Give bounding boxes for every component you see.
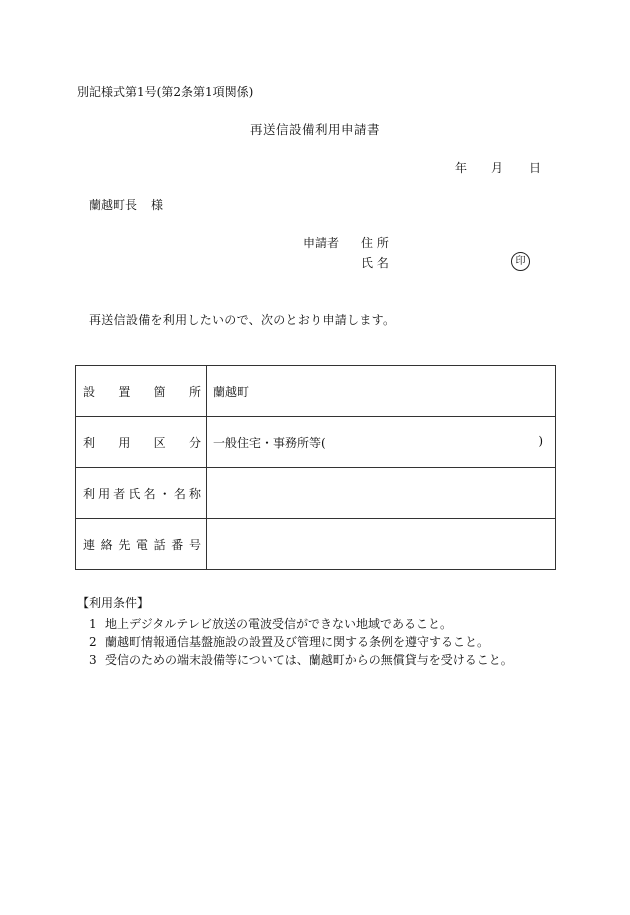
row-label: [76, 417, 207, 468]
condition-text: 受信のための端末設備等については、蘭越町からの無償貸与を受けること。: [105, 653, 513, 667]
label-char: 者: [113, 486, 126, 501]
label-char: 用: [98, 486, 111, 501]
date-day-label: 日: [529, 161, 542, 175]
installation-location-field[interactable]: [207, 366, 556, 417]
date-line: [455, 162, 541, 174]
conditions-title: 【利用条件】: [77, 596, 150, 610]
applicant-name-label: 氏 名: [361, 256, 389, 270]
table-row-usage-category: [76, 417, 556, 468]
label-char: 用: [118, 435, 131, 450]
row-label: [76, 366, 207, 417]
applicant-address-label: 住 所: [361, 236, 389, 250]
condition-number: 1: [89, 617, 97, 631]
label-char: 分: [188, 435, 201, 450]
condition-number: 2: [89, 635, 97, 649]
user-name-field[interactable]: [207, 468, 556, 519]
intro-text: 再送信設備を利用したいので、次のとおり申請します。: [89, 313, 396, 327]
label-char: 名: [143, 486, 156, 501]
label-char: 称: [188, 486, 201, 501]
label-char: 先: [118, 537, 131, 552]
row-label: [76, 468, 207, 519]
label-char: 置: [118, 384, 131, 399]
table-row-installation-location: [76, 366, 556, 417]
condition-number: 3: [89, 653, 97, 667]
table-row-user-name: [76, 468, 556, 519]
contact-phone-field[interactable]: [207, 519, 556, 570]
label-char: 名: [173, 486, 186, 501]
installation-location-value: 蘭越町: [213, 384, 250, 399]
document-title: 再送信設備利用申請書: [249, 122, 380, 137]
usage-category-close-paren: ): [538, 433, 543, 448]
label-char: 話: [153, 537, 166, 552]
condition-item: [89, 618, 452, 630]
label-char: 所: [188, 384, 201, 399]
label-char: ・: [158, 486, 171, 501]
label-char: 電: [135, 537, 148, 552]
label-char: 氏: [128, 486, 141, 501]
addressee-name: 蘭越町長: [89, 198, 138, 212]
label-char: 番: [171, 537, 184, 552]
date-month-label: 月: [491, 161, 504, 175]
label-char: 利: [83, 435, 96, 450]
row-label: [76, 519, 207, 570]
condition-item: [89, 654, 513, 666]
label-char: 箇: [153, 384, 166, 399]
usage-category-field[interactable]: [207, 417, 556, 468]
applicant-label: 申請者: [303, 236, 340, 250]
addressee-honorific: 様: [151, 198, 164, 212]
form-number: 別記様式第1号(第2条第1項関係): [77, 85, 254, 99]
label-char: 連: [83, 537, 96, 552]
condition-text: 地上デジタルテレビ放送の電波受信ができない地域であること。: [105, 617, 453, 631]
seal-mark-icon: 印: [511, 252, 530, 271]
label-char: 利: [83, 486, 96, 501]
label-char: 設: [83, 384, 96, 399]
date-year-label: 年: [455, 161, 468, 175]
label-char: 区: [153, 435, 166, 450]
condition-text: 蘭越町情報通信基盤施設の設置及び管理に関する条例を遵守すること。: [105, 635, 490, 649]
table-row-contact-phone: [76, 519, 556, 570]
label-char: 号: [188, 537, 201, 552]
label-char: 絡: [100, 537, 113, 552]
addressee: [89, 199, 163, 211]
usage-category-value: 一般住宅・事務所等(: [213, 435, 326, 450]
application-table: [75, 365, 556, 570]
condition-item: [89, 636, 489, 648]
